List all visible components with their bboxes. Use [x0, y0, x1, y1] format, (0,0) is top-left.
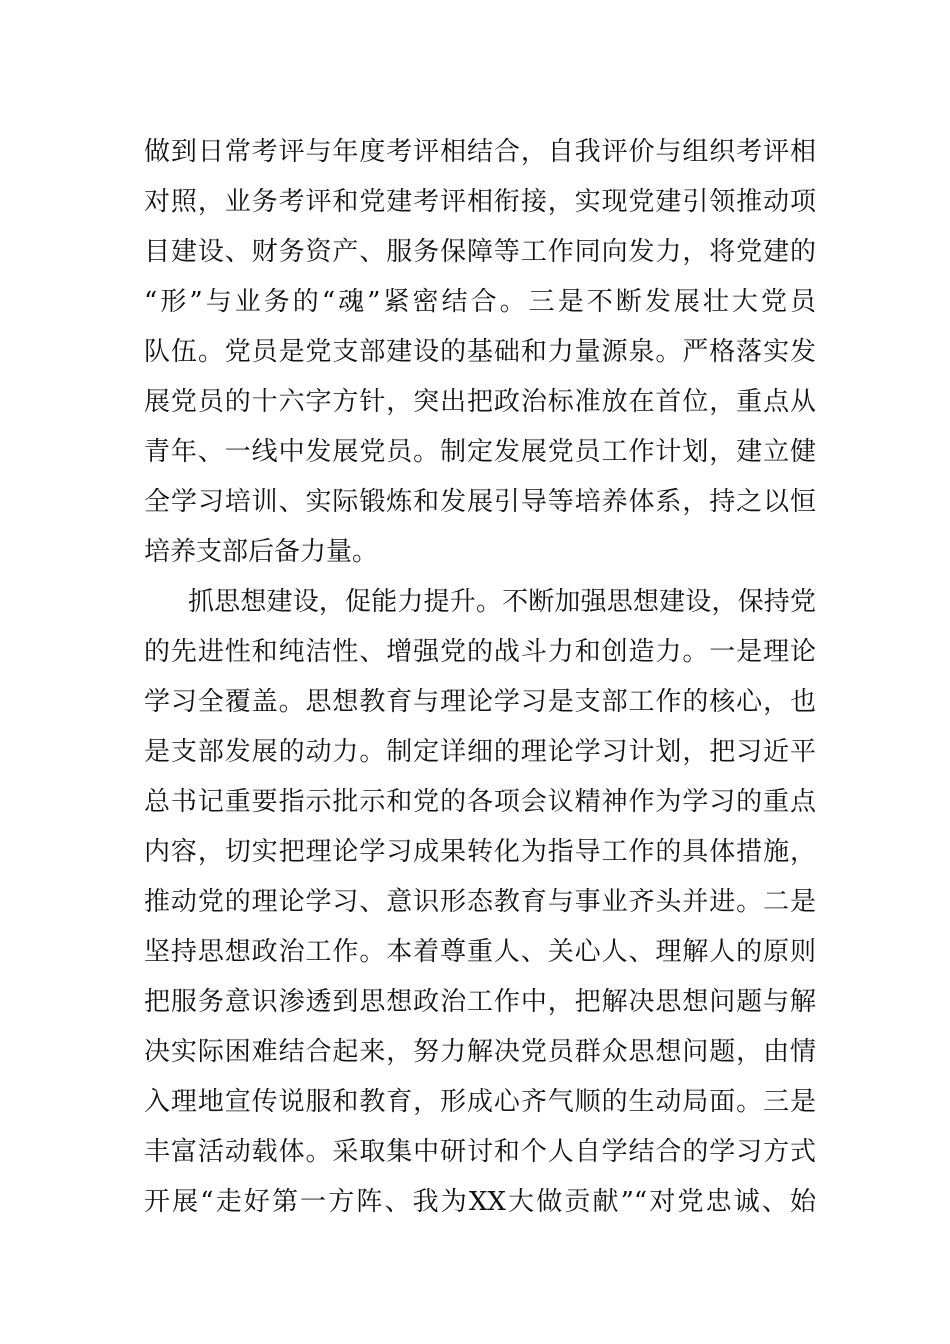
paragraph-1-line-5: 队伍。党员是党支部建设的基础和力量源泉。严格落实发: [144, 337, 816, 367]
paragraph-2-line-12: 丰富活动载体。采取集中研讨和个人自学结合的学习方式: [144, 1137, 816, 1167]
paragraph-2-line-6: 内容，切实把理论学习成果转化为指导工作的具体措施，: [144, 837, 816, 867]
paragraph-1-line-9: 培养支部后备力量。: [144, 537, 379, 567]
paragraph-1-line-7: 青年、一线中发展党员。制定发展党员工作计划，建立健: [144, 437, 816, 467]
paragraph-1-line-8: 全学习培训、实际锻炼和发展引导等培养体系，持之以恒: [144, 487, 816, 517]
paragraph-2-line-8: 坚持思想政治工作。本着尊重人、关心人、理解人的原则: [144, 937, 816, 967]
paragraph-2-line-9: 把服务意识渗透到思想政治工作中，把解决思想问题与解: [144, 987, 816, 1017]
paragraph-1-line-1: 做到日常考评与年度考评相结合，自我评价与组织考评相: [144, 137, 816, 167]
paragraph-2-line-3: 学习全覆盖。思想教育与理论学习是支部工作的核心，也: [144, 687, 816, 717]
paragraph-2-line-13: 开展“走好第一方阵、我为XX大做贡献”“对党忠诚、始: [144, 1187, 816, 1217]
paragraph-2-line-4: 是支部发展的动力。制定详细的理论学习计划，把习近平: [144, 737, 816, 767]
paragraph-1-line-2: 对照，业务考评和党建考评相衔接，实现党建引领推动项: [144, 187, 816, 217]
paragraph-2-line-10: 决实际困难结合起来，努力解决党员群众思想问题，由情: [144, 1037, 816, 1067]
paragraph-2-line-5: 总书记重要指示批示和党的各项会议精神作为学习的重点: [144, 787, 816, 817]
paragraph-2-line-11: 入理地宣传说服和教育，形成心齐气顺的生动局面。三是: [144, 1087, 816, 1117]
paragraph-2-line-7: 推动党的理论学习、意识形态教育与事业齐头并进。二是: [144, 887, 816, 917]
paragraph-2-line-2: 的先进性和纯洁性、增强党的战斗力和创造力。一是理论: [144, 637, 816, 667]
paragraph-1-line-3: 目建设、财务资产、服务保障等工作同向发力，将党建的: [144, 237, 816, 267]
paragraph-1-line-4: “形”与业务的“魂”紧密结合。三是不断发展壮大党员: [144, 287, 816, 317]
paragraph-1-line-6: 展党员的十六字方针，突出把政治标准放在首位，重点从: [144, 387, 816, 417]
paragraph-2-line-1: 抓思想建设，促能力提升。不断加强思想建设，保持党: [188, 587, 816, 617]
body-text: [144, 127, 816, 1227]
